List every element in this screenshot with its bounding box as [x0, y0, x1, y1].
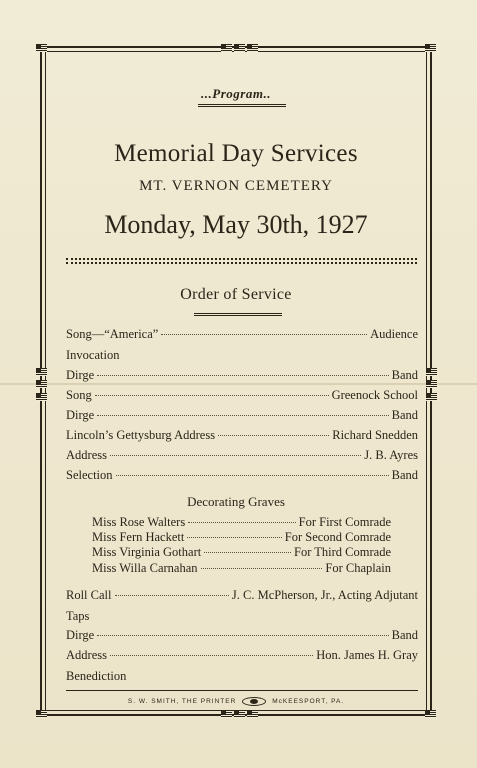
dot-leader	[218, 435, 329, 436]
flag-icon	[247, 710, 258, 718]
dot-leader	[115, 595, 229, 596]
item-title: Lincoln’s Gettysburg Address	[66, 428, 216, 442]
service-item	[66, 368, 418, 383]
dot-leader	[201, 568, 323, 569]
dot-leader	[161, 334, 367, 335]
dot-leader	[110, 455, 361, 456]
item-honoree: For Second Comrade	[284, 530, 391, 544]
flag-icon	[36, 393, 47, 401]
dot-leader	[204, 552, 291, 553]
item-title: Selection	[66, 468, 113, 482]
item-person: Miss Rose Walters	[92, 515, 186, 529]
service-item	[66, 628, 418, 643]
item-person: Miss Willa Carnahan	[92, 561, 198, 575]
event-date: Monday, May 30th, 1927	[104, 210, 368, 239]
item-performer: J. B. Ayres	[364, 448, 418, 462]
flag-icon	[425, 44, 436, 52]
service-item	[66, 448, 418, 463]
service-item	[66, 648, 418, 663]
flag-icon	[221, 710, 232, 718]
item-title: Dirge	[66, 408, 95, 422]
service-item	[66, 468, 418, 483]
dot-leader	[116, 475, 389, 476]
item-title: Song	[66, 388, 92, 402]
item-performer: Band	[391, 628, 418, 642]
printer-imprint	[45, 697, 427, 706]
item-person: Miss Fern Hackett	[92, 530, 185, 544]
flag-icon	[221, 44, 232, 52]
flag-icon	[247, 44, 258, 52]
item-performer: Band	[391, 468, 418, 482]
dot-leader	[188, 522, 295, 523]
flag-icon	[36, 710, 47, 718]
order-heading: Order of Service	[180, 286, 292, 303]
service-item	[66, 388, 418, 403]
flag-icon	[234, 44, 245, 52]
flag-icon	[426, 393, 437, 401]
item-title: Benediction	[66, 669, 127, 683]
flag-icon	[36, 44, 47, 52]
service-item	[66, 408, 418, 423]
flag-icon	[234, 710, 245, 718]
dotted-divider	[66, 258, 417, 264]
flag-icon	[425, 710, 436, 718]
service-item	[66, 669, 418, 684]
service-item	[66, 327, 418, 342]
dot-leader	[95, 395, 329, 396]
decorating-item	[92, 545, 391, 560]
order-underline	[194, 313, 282, 316]
item-performer: Greenock School	[331, 388, 418, 402]
service-item	[66, 588, 418, 603]
item-performer: J. C. McPherson, Jr., Acting Adjutant	[231, 588, 418, 602]
item-title: Dirge	[66, 368, 95, 382]
item-title: Dirge	[66, 628, 95, 642]
decorating-item	[92, 515, 391, 530]
service-item	[66, 428, 418, 443]
page-title: Memorial Day Services	[114, 140, 358, 167]
decorating-heading: Decorating Graves	[187, 494, 285, 509]
program-underline	[198, 104, 286, 107]
item-honoree: For Chaplain	[325, 561, 391, 575]
item-title: Roll Call	[66, 588, 112, 602]
item-person: Miss Virginia Gothart	[92, 545, 202, 559]
footer-divider	[66, 690, 418, 691]
item-performer: Band	[391, 408, 418, 422]
item-performer: Audience	[370, 327, 418, 341]
item-title: Address	[66, 648, 107, 662]
item-title: Song—“America”	[66, 327, 159, 341]
item-title: Address	[66, 448, 107, 462]
printer-name: S. W. SMITH, THE PRINTER	[127, 698, 237, 705]
dot-leader	[97, 375, 388, 376]
dot-leader	[97, 415, 388, 416]
decorating-item	[92, 561, 391, 576]
item-performer: Hon. James H. Gray	[316, 648, 418, 662]
dot-leader	[110, 655, 313, 656]
dot-leader	[97, 635, 388, 636]
program-label: ...Program..	[201, 86, 271, 101]
item-honoree: For First Comrade	[298, 515, 391, 529]
item-title: Invocation	[66, 348, 120, 362]
union-label-icon	[242, 697, 266, 706]
item-performer: Band	[391, 368, 418, 382]
flag-icon	[36, 368, 47, 376]
item-performer: Richard Snedden	[332, 428, 418, 442]
item-title: Taps	[66, 609, 90, 623]
cemetery-name: MT. VERNON CEMETERY	[139, 178, 333, 194]
decorating-item	[92, 530, 391, 545]
dot-leader	[187, 537, 281, 538]
flag-icon	[426, 380, 437, 388]
service-item	[66, 348, 418, 363]
item-honoree: For Third Comrade	[294, 545, 391, 559]
flag-icon	[36, 380, 47, 388]
service-item	[66, 609, 418, 624]
flag-icon	[426, 368, 437, 376]
printer-location: McKEESPORT, PA.	[272, 698, 345, 705]
